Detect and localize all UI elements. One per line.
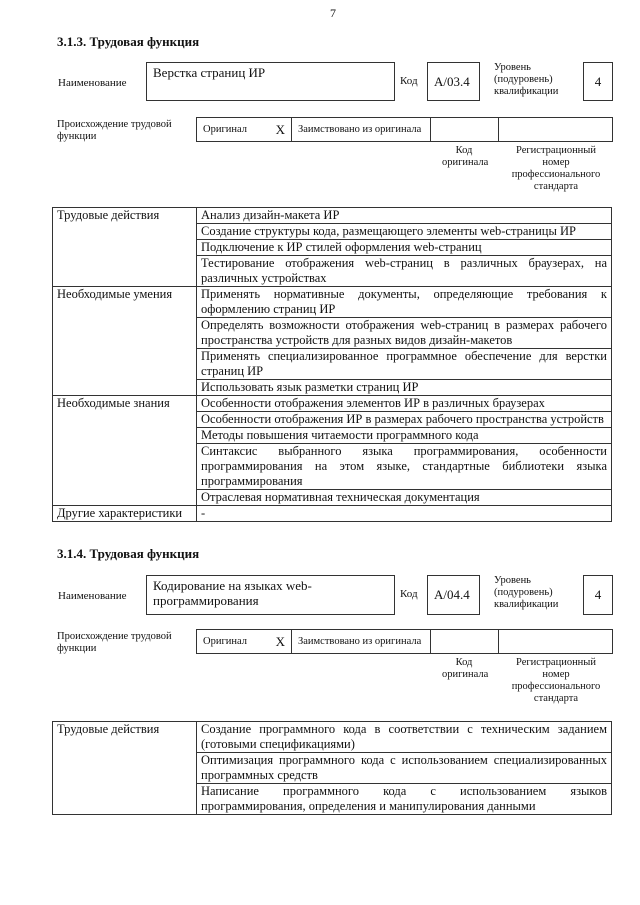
list-item: Определять возможности отображения web-страниц в размерах рабочего пространства устройств для разных видов дизайн-макетов — [197, 318, 612, 349]
section-heading: 3.1.3. Трудовая функция — [57, 34, 200, 49]
function-name-field: Верстка страниц ИР — [146, 62, 395, 101]
list-item: Применять специализированное программное обеспечение для верстки страниц ИР — [197, 349, 612, 380]
original-code-caption: Код оригинала — [442, 145, 489, 168]
list-item: Использовать язык разметки страниц ИР — [197, 380, 612, 396]
group-label: Трудовые действия — [53, 208, 197, 287]
original-code-cell — [431, 118, 499, 141]
origin-label: Происхождение трудовой функции — [57, 119, 172, 142]
group-label: Необходимые знания — [53, 396, 197, 506]
function-name-field: Кодирование на языках web-программирования — [146, 575, 395, 615]
list-item: Особенности отображения ИР в размерах рабочего пространства устройств — [197, 412, 612, 428]
section-heading: 3.1.4. Трудовая функция — [57, 546, 200, 561]
list-item: Синтаксис выбранного языка программирования, особенности программирования на этом языке, стандартные библиотеки языка программирования — [197, 444, 612, 490]
page-number: 7 — [330, 6, 336, 20]
function-details-table — [52, 207, 612, 522]
list-item: Применять нормативные документы, определяющие требования к оформлению страниц ИР — [197, 287, 612, 318]
origin-table — [196, 117, 613, 142]
code-field: А/04.4 — [427, 575, 480, 615]
group-label: Трудовые действия — [53, 722, 197, 815]
level-field: 4 — [583, 575, 613, 615]
list-item: - — [197, 506, 612, 522]
borrowed-label: Заимствовано из оригинала — [292, 118, 431, 141]
level-label: Уровень (подуровень) квалификации — [494, 575, 559, 610]
code-label: Код — [400, 75, 418, 87]
origin-label: Происхождение трудовой функции — [57, 631, 172, 654]
origin-table — [196, 629, 613, 654]
list-item: Методы повышения читаемости программного кода — [197, 428, 612, 444]
list-item: Оптимизация программного кода с использованием специализированных программных средств — [197, 753, 612, 784]
list-item: Отраслевая нормативная техническая документация — [197, 490, 612, 506]
original-mark: X — [275, 122, 285, 137]
reg-number-caption: Регистрационный номер профессионального стандарта — [511, 657, 601, 704]
original-label: Оригинал — [203, 636, 247, 647]
borrowed-label: Заимствовано из оригинала — [292, 630, 431, 653]
level-field: 4 — [583, 62, 613, 101]
reg-number-caption: Регистрационный номер профессионального стандарта — [511, 145, 601, 192]
list-item: Подключение к ИР стилей оформления web-страниц — [197, 240, 612, 256]
original-code-caption: Код оригинала — [442, 657, 489, 680]
reg-number-cell — [499, 118, 612, 141]
original-label: Оригинал — [203, 124, 247, 135]
name-label: Наименование — [58, 590, 127, 602]
list-item: Создание структуры кода, размещающего элементы web-страницы ИР — [197, 224, 612, 240]
level-label: Уровень (подуровень) квалификации — [494, 62, 559, 97]
group-label: Другие характеристики — [53, 506, 197, 522]
original-mark: X — [275, 634, 285, 649]
code-label: Код — [400, 588, 418, 600]
list-item: Написание программного кода с использованием языков программирования, определения и манипулирования данными — [197, 784, 612, 815]
list-item: Создание программного кода в соответствии с техническим заданием (готовыми спецификациями) — [197, 722, 612, 753]
list-item: Особенности отображения элементов ИР в различных браузерах — [197, 396, 612, 412]
code-field: А/03.4 — [427, 62, 480, 101]
list-item: Тестирование отображения web-страниц в различных браузерах, на различных устройствах — [197, 256, 612, 287]
list-item: Анализ дизайн-макета ИР — [197, 208, 612, 224]
name-label: Наименование — [58, 77, 127, 89]
group-label: Необходимые умения — [53, 287, 197, 396]
function-details-table — [52, 721, 612, 815]
reg-number-cell — [499, 630, 612, 653]
original-code-cell — [431, 630, 499, 653]
